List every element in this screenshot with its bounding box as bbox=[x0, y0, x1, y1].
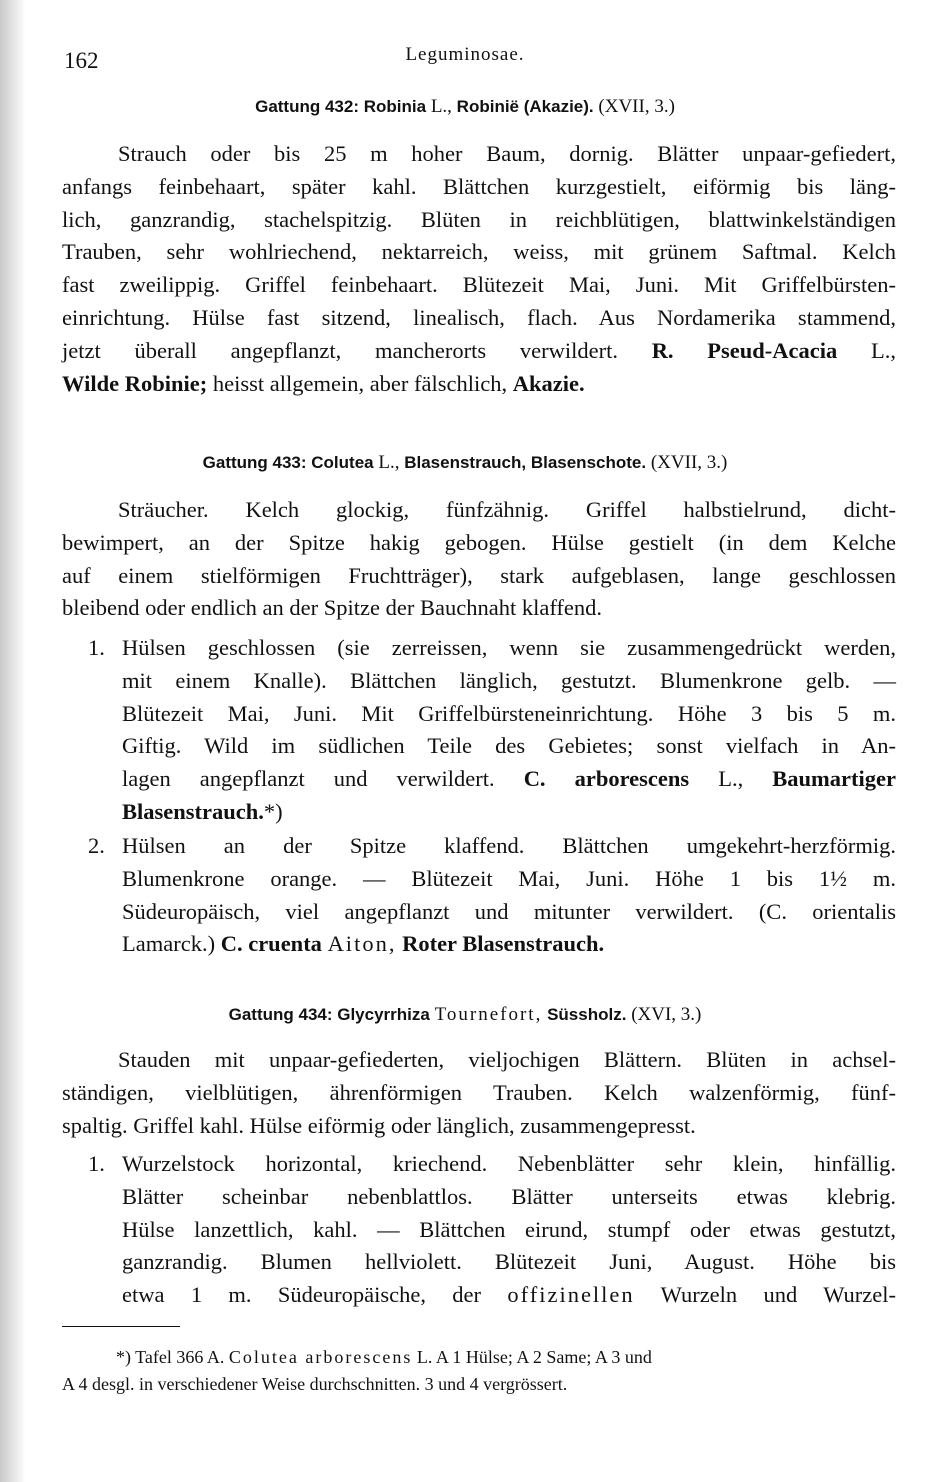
footnote-line bbox=[62, 1344, 896, 1371]
page-header bbox=[0, 44, 930, 80]
item-number: 1. bbox=[88, 1151, 105, 1176]
line-text: lagen angepflanzt und verwildert. bbox=[122, 766, 495, 792]
item-number: 2. bbox=[88, 833, 105, 858]
text-line: Strauch oder bis 25 m hoher Baum, dornig. Blätter unpaar-gefiedert, bbox=[118, 141, 896, 166]
species-common-name: Blasenstrauch. bbox=[122, 798, 264, 824]
item-body bbox=[122, 632, 896, 829]
text-line: Blütezeit Mai, Juni. Mit Griffelbürsteneinrichtung. Höhe 3 bis 5 m. bbox=[122, 700, 896, 726]
linnaean-class: (XVII, 3.) bbox=[650, 452, 728, 473]
text-line: Stauden mit unpaar-gefiederten, vieljochigen Blättern. Blüten in achsel- bbox=[118, 1047, 896, 1072]
line-text: Wurzeln und Wurzel- bbox=[660, 1282, 896, 1308]
item-body bbox=[122, 830, 896, 961]
text-line: Trauben, sehr wohlriechend, nektarreich, weiss, mit grünem Saftmal. Kelch bbox=[62, 239, 896, 265]
footnote-rule bbox=[62, 1326, 180, 1327]
species-vernacular: Akazie. bbox=[512, 370, 585, 396]
text-line: mit einem Knalle). Blättchen länglich, gestutzt. Blumenkrone gelb. — bbox=[122, 667, 896, 693]
text-line bbox=[62, 335, 896, 368]
line-text-spaced: offizinellen bbox=[507, 1282, 635, 1308]
genus-author: L., bbox=[430, 96, 452, 117]
footnote-mark: *) bbox=[263, 798, 283, 824]
line-text: Lamarck.) bbox=[122, 931, 216, 957]
line-text: jetzt überall angepflanzt, mancherorts verwildert. bbox=[62, 337, 618, 363]
text-line: ständigen, vielblütigen, ährenförmigen Trauben. Kelch walzenförmig, fünf- bbox=[62, 1079, 896, 1105]
text-line: Giftig. Wild im südlichen Teile des Gebietes; sonst vielfach in An- bbox=[122, 733, 896, 759]
key-item-433-2 bbox=[62, 830, 896, 970]
genus-description-433 bbox=[62, 494, 896, 625]
genus-description-434 bbox=[62, 1044, 896, 1142]
text-line: ganzrandig. Blumen hellviolett. Blütezeit Juni, August. Höhe bis bbox=[122, 1249, 896, 1275]
text-line: bleibend oder endlich an der Spitze der Bauchnaht klaffend. bbox=[62, 595, 603, 621]
line-text-spaced: Colutea arborescens bbox=[228, 1347, 413, 1367]
text-line bbox=[122, 1279, 896, 1312]
genus-name: Gattung 433: Colutea bbox=[202, 453, 374, 472]
species-common-name: Roter Blasenstrauch. bbox=[402, 931, 605, 957]
text-line: Südeuropäisch, viel angepflanzt und mitunter verwildert. (C. orientalis bbox=[122, 898, 896, 924]
species-common-name: Wilde Robinie; bbox=[62, 370, 208, 396]
genus-name: Gattung 432: Robinia bbox=[255, 97, 427, 116]
text-line: Hülse lanzettlich, kahl. — Blättchen eirund, stumpf oder etwas gestutzt, bbox=[122, 1216, 896, 1242]
genus-common-name: Süssholz. bbox=[547, 1005, 627, 1024]
genus-common-name: Robiniё (Akazie). bbox=[456, 97, 594, 116]
line-text: etwa 1 m. Südeuropäische, der bbox=[122, 1282, 482, 1308]
genus-description-432 bbox=[62, 138, 896, 400]
key-item-434-1 bbox=[62, 1148, 896, 1318]
text-line: fast zweilippig. Griffel feinbehaart. Blütezeit Mai, Juni. Mit Griffelbürsten- bbox=[62, 272, 896, 298]
footnote bbox=[62, 1344, 896, 1398]
text-line bbox=[122, 796, 896, 829]
species-author: L., bbox=[871, 337, 897, 363]
page-number: 162 bbox=[64, 48, 99, 73]
text-line: Blumenkrone orange. — Blütezeit Mai, Juni. Höhe 1 bis 1½ m. bbox=[122, 865, 896, 891]
linnaean-class: (XVI, 3.) bbox=[631, 1004, 702, 1025]
line-text: L. A 1 Hülse; A 2 Same; A 3 und bbox=[416, 1347, 652, 1367]
text-line bbox=[122, 928, 896, 961]
item-number: 1. bbox=[88, 635, 105, 660]
text-line bbox=[62, 368, 896, 401]
text-line: Blätter scheinbar nebenblattlos. Blätter unterseits etwas klebrig. bbox=[122, 1183, 896, 1209]
genus-heading-433 bbox=[0, 452, 930, 474]
page-edge-shadow bbox=[0, 0, 26, 1482]
text-line: lich, ganzrandig, stachelspitzig. Blüten in reichblütigen, blattwinkelständigen bbox=[62, 206, 896, 232]
genus-heading-432 bbox=[0, 96, 930, 118]
footnote-line: A 4 desgl. in verschiedener Weise durchschnitten. 3 und 4 vergrössert. bbox=[62, 1374, 568, 1394]
text-line: anfangs feinbehaart, später kahl. Blättchen kurzgestielt, eiförmig bis läng- bbox=[62, 173, 896, 199]
key-item-433-1 bbox=[62, 632, 896, 832]
text-line: einrichtung. Hülse fast sitzend, linealisch, flach. Aus Nordamerika stammend, bbox=[62, 304, 896, 330]
genus-heading-434 bbox=[0, 1004, 930, 1026]
genus-name: Gattung 434: Glycyrrhiza bbox=[228, 1005, 430, 1024]
text-line: Hülsen an der Spitze klaffend. Blättchen umgekehrt-herzförmig. bbox=[122, 833, 896, 858]
item-body bbox=[122, 1148, 896, 1312]
species-name: C. cruenta bbox=[220, 931, 322, 957]
species-author: Aiton, bbox=[327, 931, 397, 957]
species-name: C. arborescens bbox=[523, 766, 690, 792]
text-line: Sträucher. Kelch glockig, fünfzähnig. Griffel halbstielrund, dicht- bbox=[118, 497, 896, 522]
text-line: spaltig. Griffel kahl. Hülse eiförmig oder länglich, zusammengepresst. bbox=[62, 1112, 696, 1138]
text-line: Hülsen geschlossen (sie zerreissen, wenn sie zusammengedrückt werden, bbox=[122, 635, 896, 660]
species-author: L., bbox=[718, 766, 744, 792]
text-line: bewimpert, an der Spitze hakig gebogen. Hülse gestielt (in dem Kelche bbox=[62, 529, 896, 555]
genus-common-name: Blasenstrauch, Blasenschote. bbox=[404, 453, 647, 472]
line-text: *) Tafel 366 A. bbox=[116, 1347, 225, 1367]
running-title: Leguminosae. bbox=[405, 44, 525, 65]
line-text: heisst allgemein, aber fälschlich, bbox=[212, 370, 508, 396]
species-common-name: Baumartiger bbox=[772, 766, 896, 792]
text-line bbox=[122, 763, 896, 796]
genus-author: Tournefort, bbox=[434, 1004, 543, 1025]
linnaean-class: (XVII, 3.) bbox=[598, 96, 675, 117]
text-line: auf einem stielförmigen Fruchtträger), stark aufgeblasen, lange geschlossen bbox=[62, 562, 896, 588]
genus-author: L., bbox=[378, 452, 400, 473]
text-line: Wurzelstock horizontal, kriechend. Nebenblätter sehr klein, hinfällig. bbox=[122, 1151, 896, 1176]
species-name: R. Pseud-Acacia bbox=[651, 337, 838, 363]
